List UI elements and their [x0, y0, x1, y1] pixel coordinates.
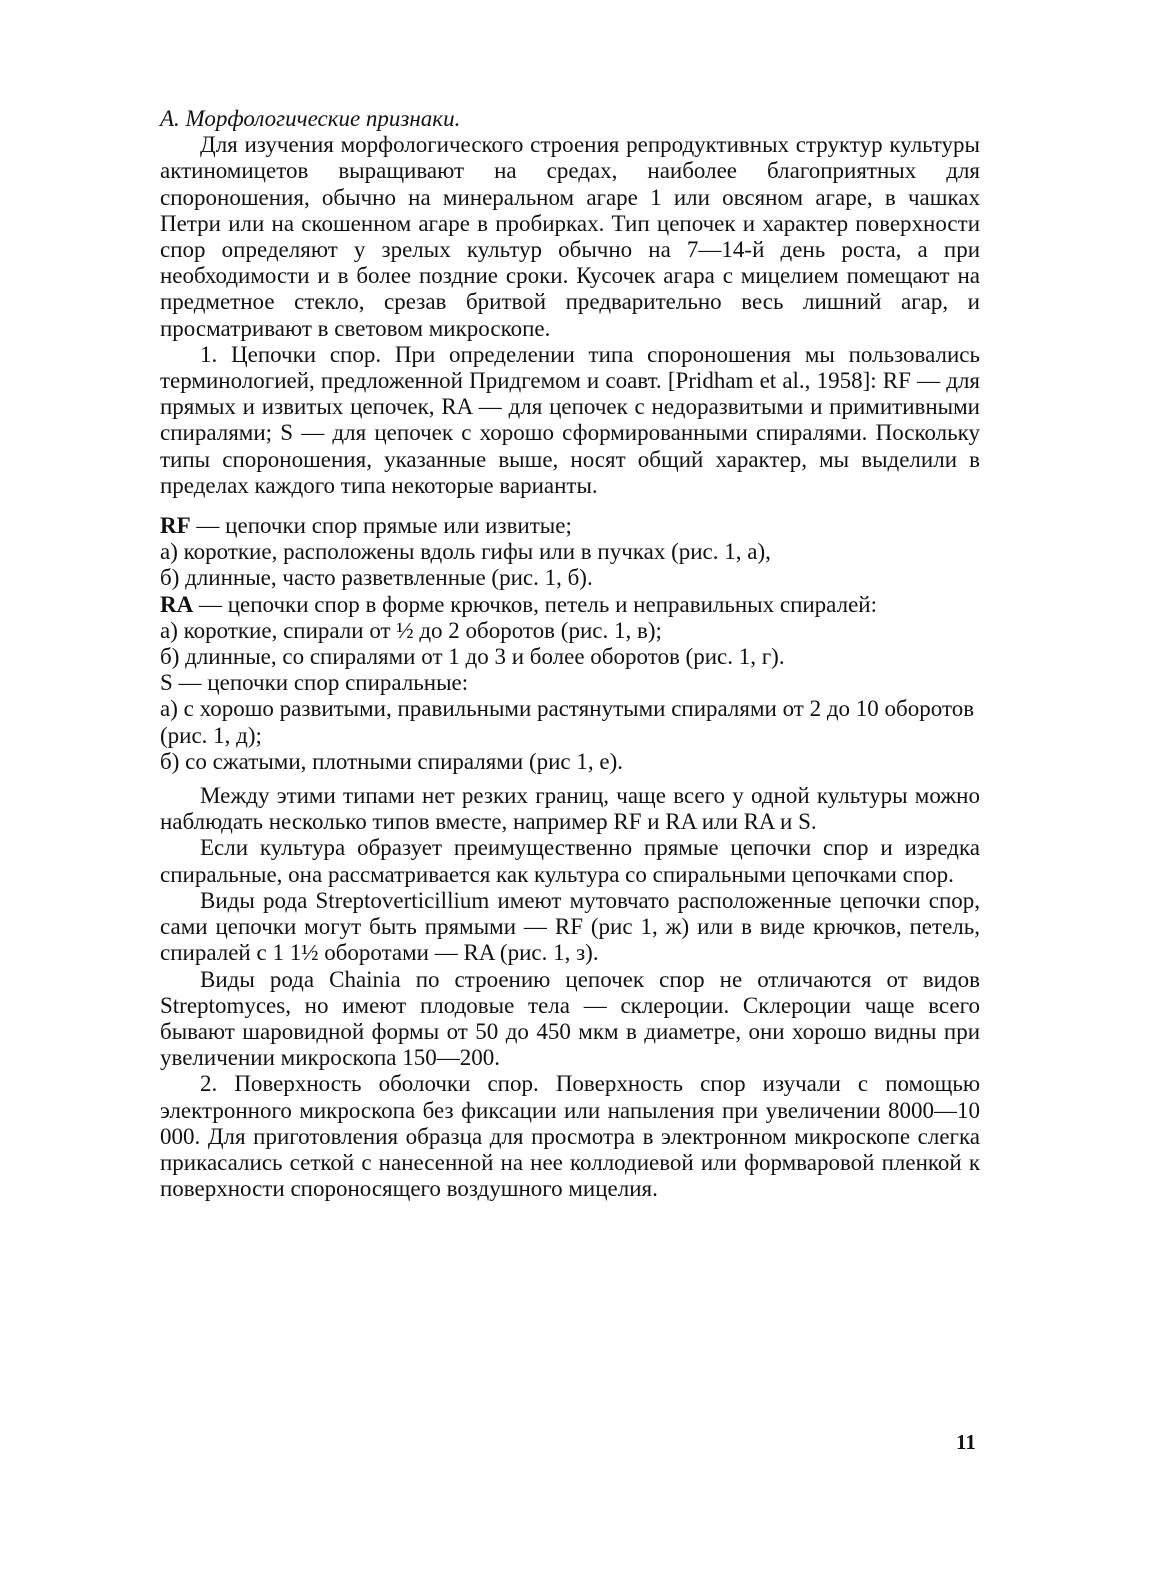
page-body	[160, 106, 980, 1202]
ra-description: — цепочки спор в форме крючков, петель и неправильных спиралей:	[193, 591, 877, 617]
paragraph-chainia: Виды рода Chainia по строению цепочек спор не отличаются от видов Streptomyces, но имеют плодовые тела — склероции. Склероции чаще всего бывают шаровидной формы от 50 до 450 мкм в диаметре, они хорошо видны при увеличении микроскопа 150—200.	[160, 966, 980, 1071]
rf-variant-a: а) короткие, расположены вдоль гифы или в пучках (рис. 1, а),	[160, 539, 771, 565]
s-line	[160, 670, 980, 696]
intro-paragraph: Для изучения морфологического строения репродуктивных структур культуры актиномицетов выращивают на средах, наиболее благоприятных для спороношения, обычно на минеральном агаре 1 или овсяном агаре, в чашках Петри или на скошенном агаре в пробирках. Тип цепочек и характер поверхности спор определяют у зрелых культур обычно на 7—14-й день роста, а при необходимости и в более поздние сроки. Кусочек агара с мицелием помещают на предметное стекло, срезав бритвой предварительно весь лишний агар, и просматривают в световом микроскопе.	[160, 132, 980, 341]
ra-line	[160, 592, 980, 618]
section-heading: А. Морфологические признаки.	[160, 106, 461, 131]
spacer	[160, 775, 980, 783]
ra-label: RA	[160, 591, 194, 617]
ra-variant-b: б) длинные, со спиралями от 1 до 3 и более оборотов (рис. 1, г).	[160, 644, 785, 670]
s-label: S	[160, 670, 173, 696]
paragraph-streptoverticillium: Виды рода Streptoverticillium имеют мутовчато расположенные цепочки спор, сами цепочки могут быть прямыми — RF (рис 1, ж) или в виде крючков, петель, спиралей с 1 1½ оборотами — RA (рис. 1, з).	[160, 887, 980, 966]
page-number: 11	[956, 1430, 976, 1454]
rf-label: RF	[160, 513, 191, 539]
rf-variant-b: б) длинные, часто разветвленные (рис. 1, б).	[160, 565, 593, 591]
ra-variant-a: а) короткие, спирали от ½ до 2 оборотов (рис. 1, в);	[160, 617, 662, 643]
s-variant-b: б) со сжатыми, плотными спиралями (рис 1, е).	[160, 748, 624, 774]
paragraph-boundaries: Между этими типами нет резких границ, чаще всего у одной культуры можно наблюдать несколько типов вместе, например RF и RA или RA и S.	[160, 783, 980, 835]
rf-description: — цепочки спор прямые или извитые;	[190, 513, 572, 539]
s-description: — цепочки спор спиральные:	[172, 670, 469, 696]
rf-line	[160, 513, 980, 539]
classification-list	[160, 513, 980, 775]
chains-paragraph: 1. Цепочки спор. При определении типа спороношения мы пользовались терминологией, предложенной Придгемом и соавт. [Pridham et al., 1958]: RF — для прямых и извитых цепочек, RA — для цепочек с недоразвитыми и примитивными спиралями; S — для цепочек с хорошо сформированными спиралями. Поскольку типы спороношения, указанные выше, носят общий характер, мы выделили в пределах каждого типа некоторые варианты.	[160, 341, 980, 498]
paragraph-spore-surface: 2. Поверхность оболочки спор. Поверхность спор изучали с помощью электронного микроскопа без фиксации или напыления при увеличении 8000—10 000. Для приготовления образца для просмотра в электронном микроскопе слегка прикасались сеткой с нанесенной на нее коллодиевой или формваровой пленкой к поверхности спороносящего воздушного мицелия.	[160, 1071, 980, 1202]
paragraph-mixed-culture: Если культура образует преимущественно прямые цепочки спор и изредка спиральные, она рассматривается как культура со спиральными цепочками спор.	[160, 835, 980, 887]
spacer	[160, 499, 980, 513]
s-variant-a: а) с хорошо развитыми, правильными растянутыми спиралями от 2 до 10 оборотов (рис. 1, д);	[160, 696, 975, 748]
